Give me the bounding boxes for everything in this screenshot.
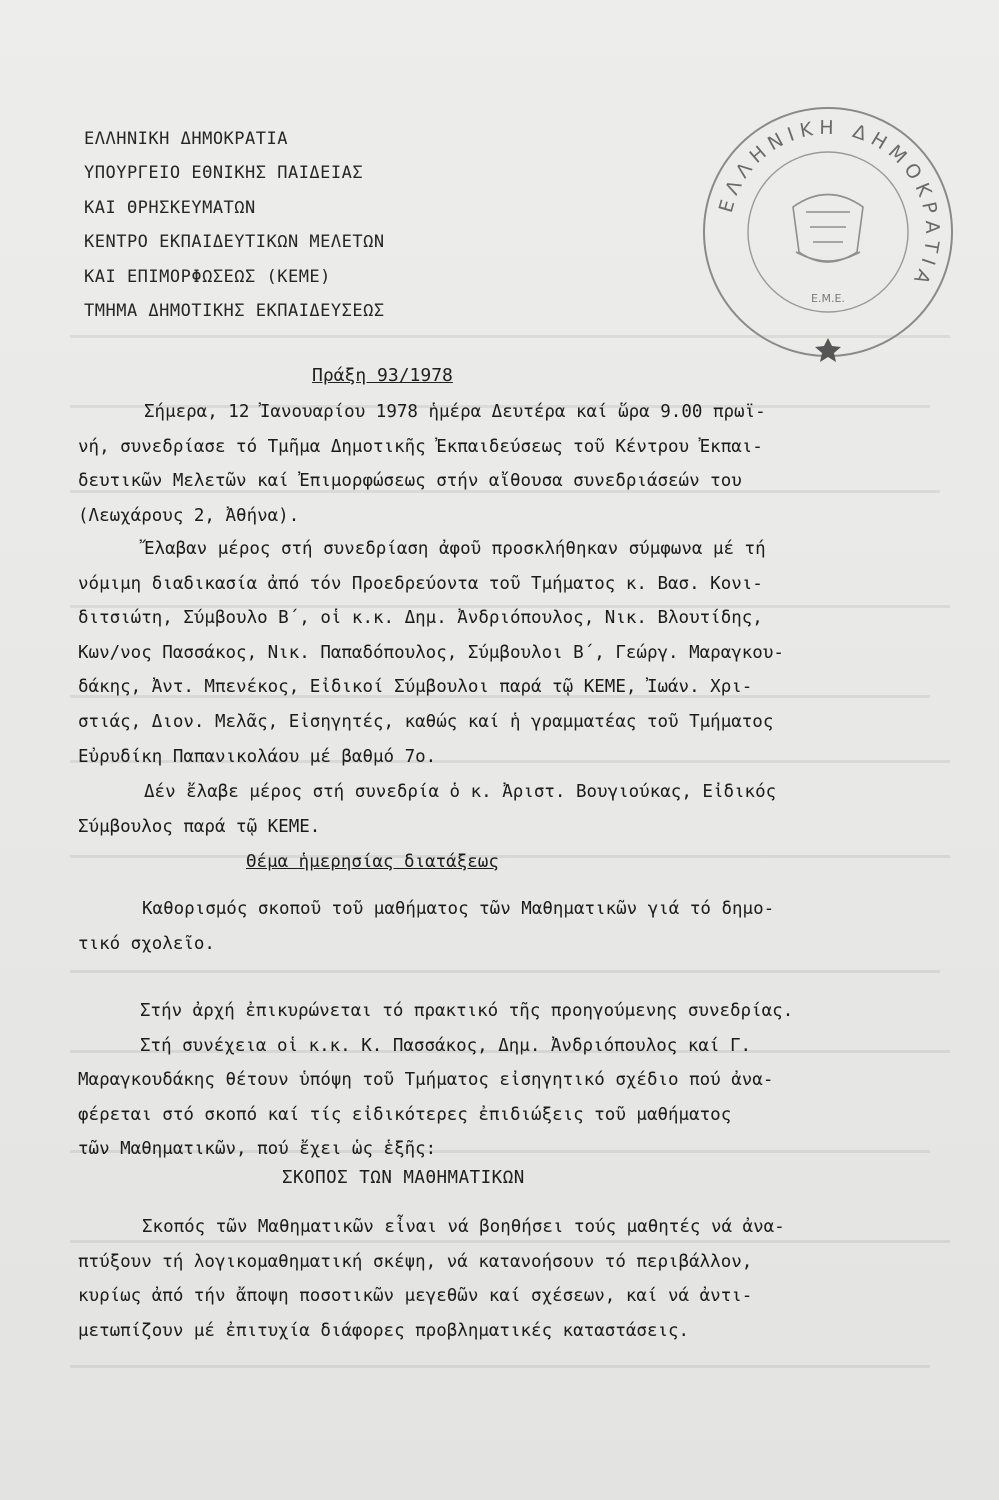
act-title: Πράξη 93/1978 [312, 365, 453, 386]
letterhead-line: ΚΕΝΤΡΟ ΕΚΠΑΙΔΕΥΤΙΚΩΝ ΜΕΛΕΤΩΝ [84, 232, 385, 253]
letterhead-line: ΕΛΛΗΝΙΚΗ ΔΗΜΟΚΡΑΤΙΑ [84, 129, 288, 149]
agenda-heading: Θέμα ἡμερησίας διατάξεως [246, 852, 499, 872]
text-line: Ἔλαβαν μέρος στή συνεδρίαση ἀφοῦ προσκλήθηκαν σύμφωνα μέ τή [144, 539, 766, 559]
text-line: (Λεωχάρους 2, Ἀθήνα). [78, 505, 300, 526]
svg-text:ΕΛΛΗΝΙΚΗ ΔΗΜΟΚΡΑΤΙΑ [715, 117, 943, 293]
text-line: Στή συνέχεια οἱ κ.κ. Κ. Πασσάκος, Δημ. Ἀνδριόπουλος καί Γ. [140, 1035, 752, 1056]
text-line: Εὐρυδίκη Παπανικολάου μέ βαθμό 7ο. [78, 746, 437, 767]
letterhead-line: ΚΑΙ ΕΠΙΜΟΡΦΩΣΕΩΣ (ΚΕΜΕ) [84, 266, 331, 287]
text-line: Κων/νος Πασσάκος, Νικ. Παπαδόπουλος, Σύμβουλοι Β΄, Γεώργ. Μαραγκου- [78, 642, 784, 663]
letterhead-line: ΚΑΙ ΘΡΗΣΚΕΥΜΑΤΩΝ [84, 197, 256, 218]
seal-ring-text: ΕΛΛΗΝΙΚΗ ΔΗΜΟΚΡΑΤΙΑ [714, 116, 944, 293]
text-line: μετωπίζουν μέ ἐπιτυχία διάφορες προβληματικές καταστάσεις. [78, 1320, 690, 1341]
section-paragraph [78, 1210, 968, 1348]
text-line: φέρεται στό σκοπό καί τίς εἰδικότερες ἐπιδιώξεις τοῦ μαθήματος [78, 1104, 732, 1125]
text-line: Σκοπός τῶν Μαθηματικῶν εἶναι νά βοηθήσει τούς μαθητές νά ἀνα- [142, 1217, 785, 1237]
section-heading: ΣΚΟΠΟΣ ΤΩΝ ΜΑΘΗΜΑΤΙΚΩΝ [282, 1168, 525, 1188]
text-line: Καθορισμός σκοποῦ τοῦ μαθήματος τῶν Μαθηματικῶν γιά τό δημο- [142, 899, 775, 919]
agenda-paragraph [78, 892, 968, 961]
letterhead-line: ΥΠΟΥΡΓΕΙΟ ΕΘΝΙΚΗΣ ΠΑΙΔΕΙΑΣ [84, 163, 364, 184]
letterhead-line: ΤΜΗΜΑ ΔΗΜΟΤΙΚΗΣ ΕΚΠΑΙΔΕΥΣΕΩΣ [84, 301, 385, 322]
minutes-paragraph [78, 994, 968, 1167]
text-line: πτύξουν τή λογικομαθηματική σκέψη, νά κατανοήσουν τό περιβάλλον, [78, 1251, 753, 1272]
text-line: διτσιώτη, Σύμβουλο Β΄, οἱ κ.κ. Δημ. Ἀνδριόπουλος, Νικ. Βλουτίδης, [78, 608, 763, 629]
text-line: κυρίως ἀπό τήν ἄποψη ποσοτικῶν μεγεθῶν καί σχέσεων, καί νά ἀντι- [78, 1286, 753, 1307]
text-line: Δέν ἔλαβε μέρος στή συνεδρία ὁ κ. Ἀριστ. Βουγιούκας, Εἰδικός [144, 782, 777, 802]
text-line: Σήμερα, 12 Ἰανουαρίου 1978 ἡμέρα Δευτέρα καί ὥρα 9.00 πρωϊ- [144, 402, 766, 422]
seal-bottom-text: Ε.Μ.Ε. [811, 292, 845, 305]
text-line: Μαραγκουδάκης θέτουν ὑπόψη τοῦ Τμήματος εἰσηγητικό σχέδιο πού ἀνα- [78, 1070, 774, 1091]
letterhead [84, 122, 385, 328]
text-line: νή, συνεδρίασε τό Τμῆμα Δημοτικῆς Ἐκπαιδεύσεως τοῦ Κέντρου Ἐκπαι- [78, 436, 763, 457]
opening-paragraph [78, 395, 968, 533]
text-line: δευτικῶν Μελετῶν καί Ἐπιμορφώσεως στήν αἴθουσα συνεδριάσεών του [78, 471, 742, 492]
text-line: δάκης, Ἀντ. Μπενέκος, Εἰδικοί Σύμβουλοι παρά τῷ ΚΕΜΕ, Ἰωάν. Χρι- [78, 677, 753, 698]
text-line: τῶν Μαθηματικῶν, πού ἔχει ὡς ἑξῆς: [78, 1139, 437, 1160]
text-line: τικό σχολεῖο. [78, 933, 215, 954]
seal-star-icon [815, 338, 841, 362]
text-line: στιάς, Διον. Μελᾶς, Εἰσηγητές, καθώς καί ἡ γραμματέας τοῦ Τμήματος [78, 711, 774, 732]
participants-paragraph [78, 532, 968, 774]
official-seal-stamp [698, 102, 958, 362]
text-line: Στήν ἀρχή ἐπικυρώνεται τό πρακτικό τῆς προηγούμενης συνεδρίας. [140, 1001, 794, 1021]
text-line: Σύμβουλος παρά τῷ ΚΕΜΕ. [78, 816, 321, 837]
text-line: νόμιμη διαδικασία ἀπό τόν Προεδρεύοντα τοῦ Τμήματος κ. Βασ. Κονι- [78, 573, 763, 594]
absent-paragraph [78, 775, 968, 844]
